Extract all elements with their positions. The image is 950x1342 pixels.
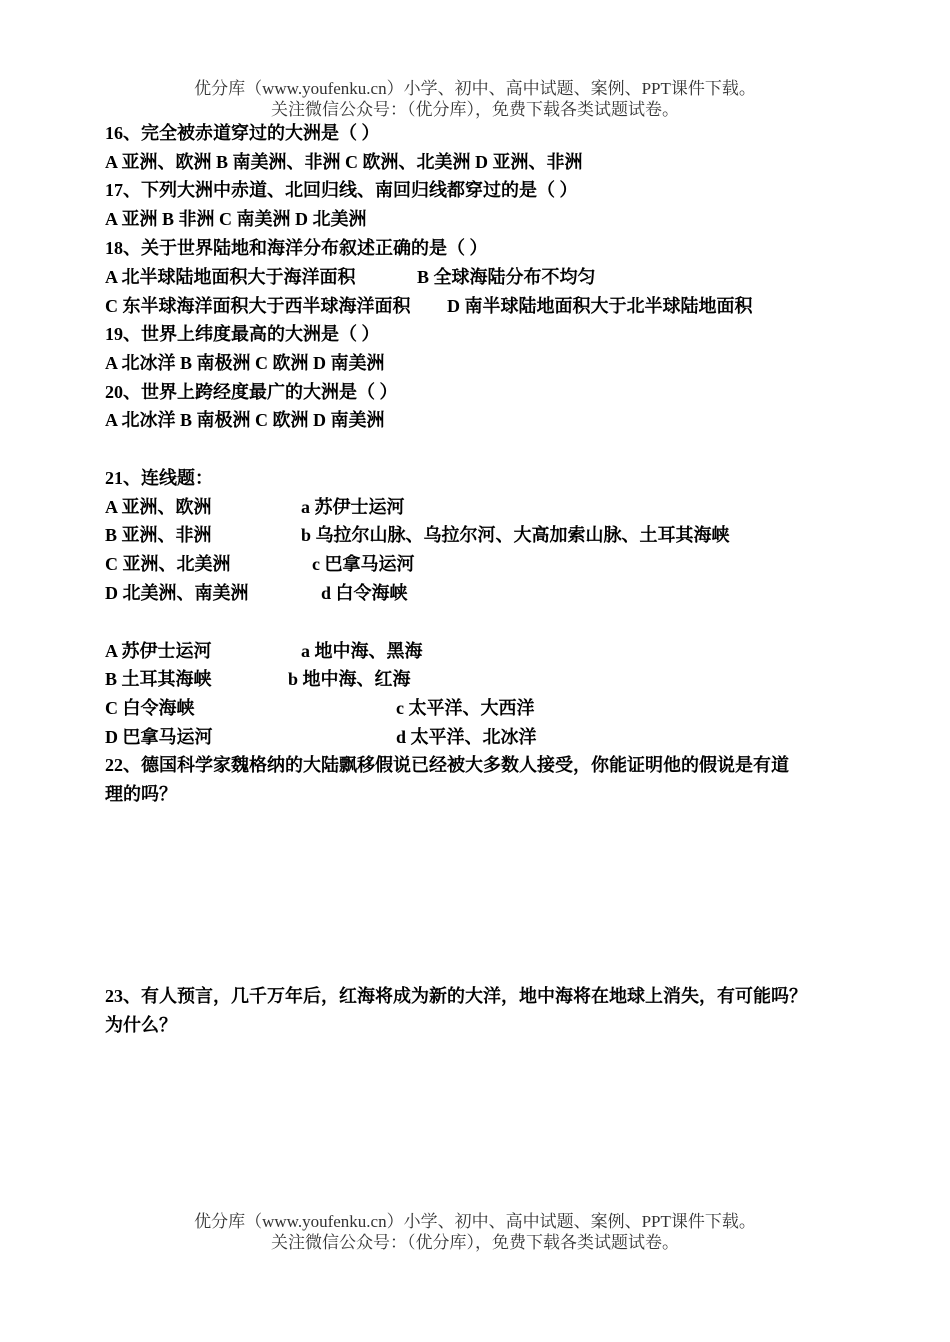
page-header	[0, 78, 950, 120]
match-2-right-b: b 地中海、红海	[288, 669, 411, 689]
question-18-option-c: C 东半球海洋面积大于西半球海洋面积	[105, 296, 411, 316]
question-18-option-d: D 南半球陆地面积大于北半球陆地面积	[447, 296, 753, 316]
match-2-right-c: c 太平洋、大西洋	[396, 698, 535, 718]
question-16-options: A 亚洲、欧洲 B 南美洲、非洲 C 欧洲、北美洲 D 亚洲、非洲	[105, 152, 583, 172]
match-1-left-d: D 北美洲、南美洲	[105, 583, 249, 603]
question-22-line-2: 理的吗？	[105, 784, 177, 804]
question-23-line-1: 23、有人预言，几千万年后，红海将成为新的大洋，地中海将在地球上消失，有可能吗？	[105, 986, 807, 1006]
match-2-right-a: a 地中海、黑海	[301, 641, 423, 661]
match-1-right-d: d 白令海峡	[321, 583, 408, 603]
question-17: 17、下列大洲中赤道、北回归线、南回归线都穿过的是（ ）	[105, 180, 578, 200]
match-2-left-c: C 白令海峡	[105, 698, 195, 718]
question-22-line-1: 22、德国科学家魏格纳的大陆飘移假说已经被大多数人接受，你能证明他的假说是有道	[105, 755, 789, 775]
match-2-left-b: B 土耳其海峡	[105, 669, 212, 689]
question-20: 20、世界上跨经度最广的大洲是（ ）	[105, 382, 398, 402]
question-17-options: A 亚洲 B 非洲 C 南美洲 D 北美洲	[105, 209, 367, 229]
header-line-2: 关注微信公众号：（优分库），免费下载各类试题试卷。	[271, 100, 679, 119]
match-1-right-c: c 巴拿马运河	[312, 554, 415, 574]
match-1-left-b: B 亚洲、非洲	[105, 525, 212, 545]
match-2-left-a: A 苏伊士运河	[105, 641, 212, 661]
match-1-left-a: A 亚洲、欧洲	[105, 497, 212, 517]
match-1-right-a: a 苏伊士运河	[301, 497, 405, 517]
question-16: 16、完全被赤道穿过的大洲是（ ）	[105, 123, 380, 143]
match-1-left-c: C 亚洲、北美洲	[105, 554, 231, 574]
match-2-right-d: d 太平洋、北冰洋	[396, 727, 537, 747]
question-20-options: A 北冰洋 B 南极洲 C 欧洲 D 南美洲	[105, 410, 385, 430]
question-19: 19、世界上纬度最高的大洲是（ ）	[105, 324, 380, 344]
question-18-option-a: A 北半球陆地面积大于海洋面积	[105, 267, 356, 287]
question-18: 18、关于世界陆地和海洋分布叙述正确的是（ ）	[105, 238, 488, 258]
question-21: 21、连线题：	[105, 468, 213, 488]
match-2-left-d: D 巴拿马运河	[105, 727, 213, 747]
question-23-line-2: 为什么？	[105, 1015, 177, 1035]
question-19-options: A 北冰洋 B 南极洲 C 欧洲 D 南美洲	[105, 353, 385, 373]
page-footer	[0, 1211, 950, 1253]
match-1-right-b: b 乌拉尔山脉、乌拉尔河、大高加索山脉、土耳其海峡	[301, 525, 730, 545]
header-line-1: 优分库（www.youfenku.cn）小学、初中、高中试题、案例、PPT课件下载。	[194, 79, 756, 98]
question-18-option-b: B 全球海陆分布不均匀	[417, 267, 596, 287]
footer-line-2: 关注微信公众号：（优分库），免费下载各类试题试卷。	[271, 1233, 679, 1252]
footer-line-1: 优分库（www.youfenku.cn）小学、初中、高中试题、案例、PPT课件下载。	[194, 1212, 756, 1231]
